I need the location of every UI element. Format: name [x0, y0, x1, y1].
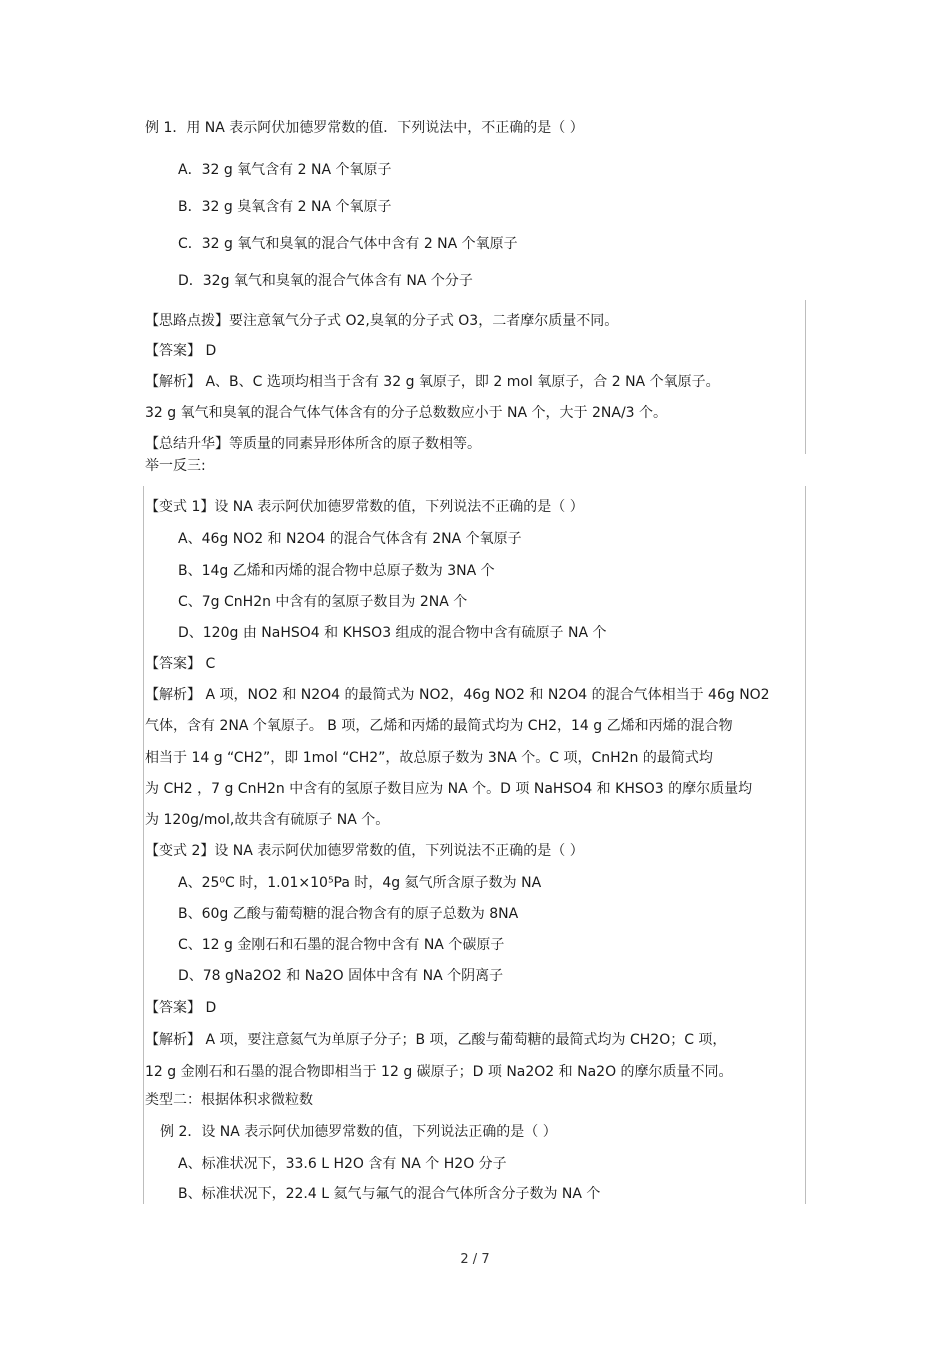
variant-1-analysis-2: 气体，含有 2NA 个氧原子。 B 项，乙烯和丙烯的最简式均为 CH2，14 g 乙烯和丙烯的混合物	[145, 718, 733, 734]
variant-1-option-c: C、7g CnH2n 中含有的氢原子数目为 2NA 个	[178, 594, 468, 610]
example-1-analysis-1: 【解析】 A、B、C 选项均相当于含有 32 g 氧原子，即 2 mol 氧原子，合 2 NA 个氧原子。	[145, 374, 720, 390]
example-1-analysis-2: 32 g 氧气和臭氧的混合气体气体含有的分子总数数应小于 NA 个，大于 2NA/3 个。	[145, 405, 668, 421]
variant-2-answer: 【答案】 D	[145, 1000, 217, 1016]
example-1-option-c: C．32 g 氧气和臭氧的混合气体中含有 2 NA 个氧原子	[178, 236, 518, 252]
variant-1-question: 【变式 1】设 NA 表示阿伏加德罗常数的值，下列说法不正确的是（ ）	[145, 499, 584, 515]
example-2-option-a: A、标准状况下，33.6 L H2O 含有 NA 个 H2O 分子	[178, 1156, 507, 1172]
type-2-heading: 类型二：根据体积求微粒数	[145, 1092, 313, 1108]
variant-1-analysis-4: 为 CH2 ，7 g CnH2n 中含有的氢原子数目应为 NA 个。D 项 NaHSO4 和 KHSO3 的摩尔质量均	[145, 781, 753, 797]
example-1-summary: 【总结升华】等质量的同素异形体所含的原子数相等。	[145, 436, 481, 452]
example-2-question: 例 2．设 NA 表示阿伏加德罗常数的值，下列说法正确的是（ ）	[160, 1124, 557, 1140]
variant-1-option-a: A、46g NO2 和 N2O4 的混合气体含有 2NA 个氧原子	[178, 531, 522, 547]
variant-1-analysis-1: 【解析】 A 项，NO2 和 N2O4 的最简式为 NO2，46g NO2 和 N2O4 的混合气体相当于 46g NO2	[145, 687, 770, 703]
variant-1-analysis-3: 相当于 14 g “CH2”，即 1mol “CH2”，故总原子数为 3NA 个。C 项，CnH2n 的最简式均	[145, 750, 713, 766]
left-margin-rule	[143, 486, 144, 1204]
variant-2-option-b: B、60g 乙酸与葡萄糖的混合物含有的原子总数为 8NA	[178, 906, 519, 922]
variant-2-option-d: D、78 gNa2O2 和 Na2O 固体中含有 NA 个阴离子	[178, 968, 504, 984]
example-1-option-a: A．32 g 氧气含有 2 NA 个氧原子	[178, 162, 392, 178]
variant-2-option-c: C、12 g 金刚石和石墨的混合物中含有 NA 个碳原子	[178, 937, 505, 953]
variant-2-analysis-1: 【解析】 A 项，要注意氦气为单原子分子；B 项，乙酸与葡萄糖的最简式均为 CH2O；C 项，	[145, 1032, 727, 1048]
right-margin-rule-1	[805, 300, 806, 454]
variant-2-option-a: A、25⁰C 时，1.01×10⁵Pa 时，4g 氦气所含原子数为 NA	[178, 875, 542, 891]
example-1-hint: 【思路点拨】要注意氧气分子式 O2,臭氧的分子式 O3，二者摩尔质量不同。	[145, 313, 619, 329]
example-2-option-b: B、标准状况下，22.4 L 氦气与氟气的混合气体所含分子数为 NA 个	[178, 1186, 601, 1202]
variant-1-option-d: D、120g 由 NaHSO4 和 KHSO3 组成的混合物中含有硫原子 NA 个	[178, 625, 607, 641]
example-1-option-b: B．32 g 臭氧含有 2 NA 个氧原子	[178, 199, 392, 215]
right-margin-rule-2	[805, 486, 806, 1204]
variant-1-analysis-5: 为 120g/mol,故共含有硫原子 NA 个。	[145, 812, 390, 828]
example-1-question: 例 1．用 NA 表示阿伏加德罗常数的值．下列说法中，不正确的是（ ）	[145, 120, 584, 136]
variant-2-question: 【变式 2】设 NA 表示阿伏加德罗常数的值，下列说法不正确的是（ ）	[145, 843, 584, 859]
variant-2-analysis-2: 12 g 金刚石和石墨的混合物即相当于 12 g 碳原子；D 项 Na2O2 和 Na2O 的摩尔质量不同。	[145, 1064, 733, 1080]
example-1-option-d: D．32g 氧气和臭氧的混合气体含有 NA 个分子	[178, 273, 473, 289]
variant-1-option-b: B、14g 乙烯和丙烯的混合物中总原子数为 3NA 个	[178, 563, 495, 579]
page-number: 2 / 7	[460, 1252, 490, 1267]
practice-heading: 举一反三:	[145, 458, 206, 474]
variant-1-answer: 【答案】 C	[145, 656, 216, 672]
example-1-answer: 【答案】 D	[145, 343, 217, 359]
